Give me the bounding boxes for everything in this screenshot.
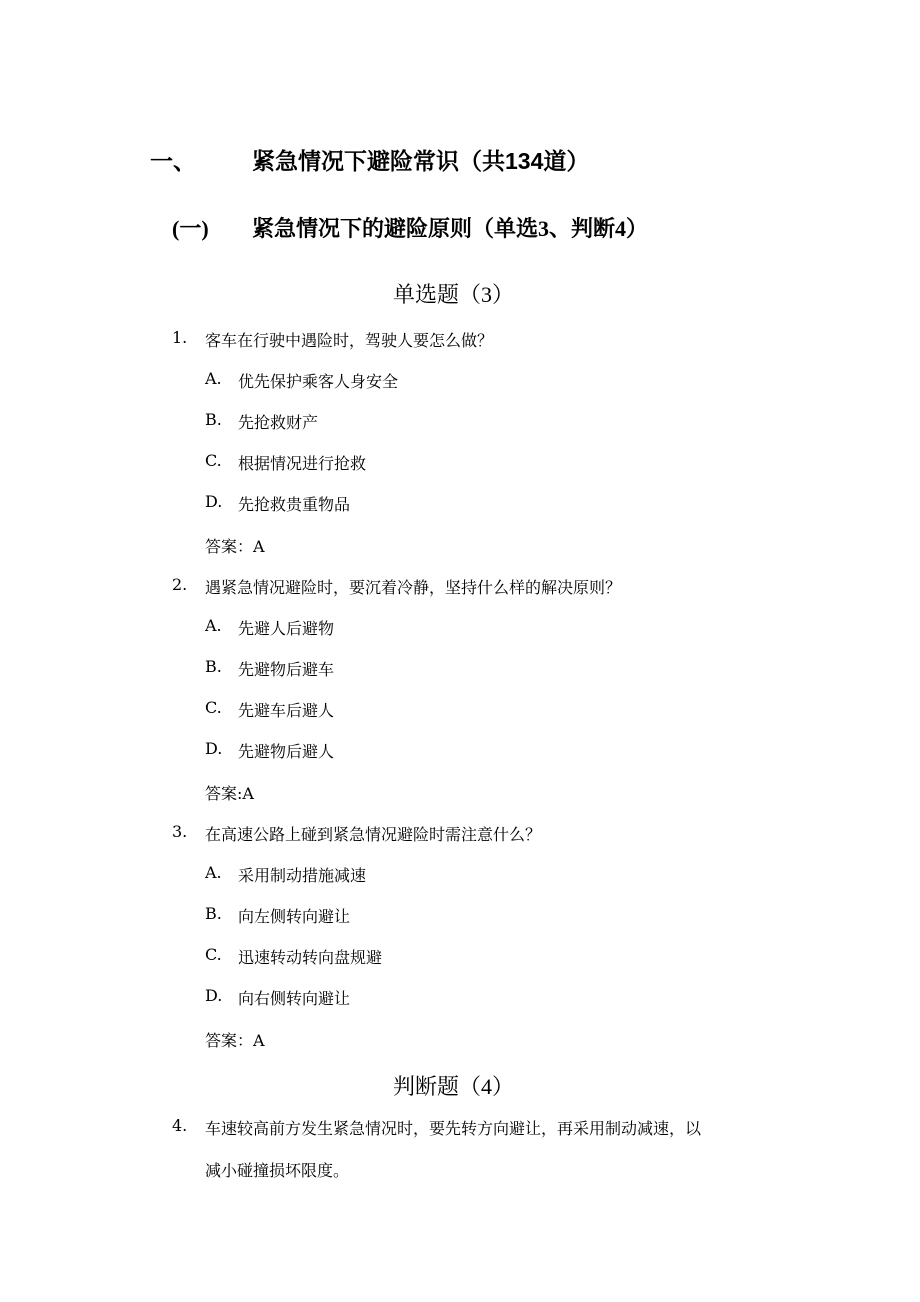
answer-text: 答案:A [205, 784, 254, 803]
option-text: 先抢救贵重物品 [238, 495, 351, 514]
question-number: 4. [172, 1116, 188, 1135]
option-label: A. [205, 369, 222, 388]
option-label: C. [205, 698, 222, 717]
option-label: C. [205, 945, 222, 964]
option-text: 向右侧转向避让 [238, 989, 351, 1008]
question-text-line2: 减小碰撞损坏限度。 [205, 1161, 350, 1180]
option-text: 先抢救财产 [238, 413, 319, 432]
question-text-line1: 车速较高前方发生紧急情况时，要先转方向避让，再采用制动减速，以 [205, 1119, 702, 1138]
single-choice-heading: 单选题（3） [393, 282, 515, 307]
option-label: D. [205, 739, 223, 758]
option-label: B. [205, 657, 222, 676]
question-text: 遇紧急情况避险时，要沉着冷静，坚持什么样的解决原则？ [205, 578, 622, 597]
option-text: 根据情况进行抢救 [238, 454, 367, 473]
answer-text: 答案：A [205, 537, 265, 556]
option-text: 优先保护乘客人身安全 [238, 372, 399, 391]
option-label: D. [205, 492, 223, 511]
subsection-title: 紧急情况下的避险原则（单选3、判断4） [252, 216, 649, 241]
question-number: 2. [172, 575, 188, 594]
question-number: 1. [172, 328, 188, 347]
option-label: A. [205, 863, 222, 882]
option-text: 迅速转动转向盘规避 [238, 948, 383, 967]
subsection-number: (一) [172, 216, 209, 241]
option-text: 采用制动措施减速 [238, 866, 367, 885]
question-text: 在高速公路上碰到紧急情况避险时需注意什么？ [205, 825, 542, 844]
true-false-heading: 判断题（4） [393, 1074, 515, 1099]
option-text: 先避人后避物 [238, 619, 335, 638]
option-text: 向左侧转向避让 [238, 907, 351, 926]
option-label: B. [205, 904, 222, 923]
option-text: 先避车后避人 [238, 701, 335, 720]
option-label: A. [205, 616, 222, 635]
section-number: 一、 [150, 148, 196, 174]
option-label: B. [205, 410, 222, 429]
option-label: D. [205, 986, 223, 1005]
option-text: 先避物后避车 [238, 660, 335, 679]
question-number: 3. [172, 822, 188, 841]
option-text: 先避物后避人 [238, 742, 335, 761]
answer-text: 答案：A [205, 1031, 265, 1050]
section-title: 紧急情况下避险常识（共134道） [252, 148, 590, 174]
option-label: C. [205, 451, 222, 470]
question-text: 客车在行驶中遇险时，驾驶人要怎么做？ [205, 331, 494, 350]
